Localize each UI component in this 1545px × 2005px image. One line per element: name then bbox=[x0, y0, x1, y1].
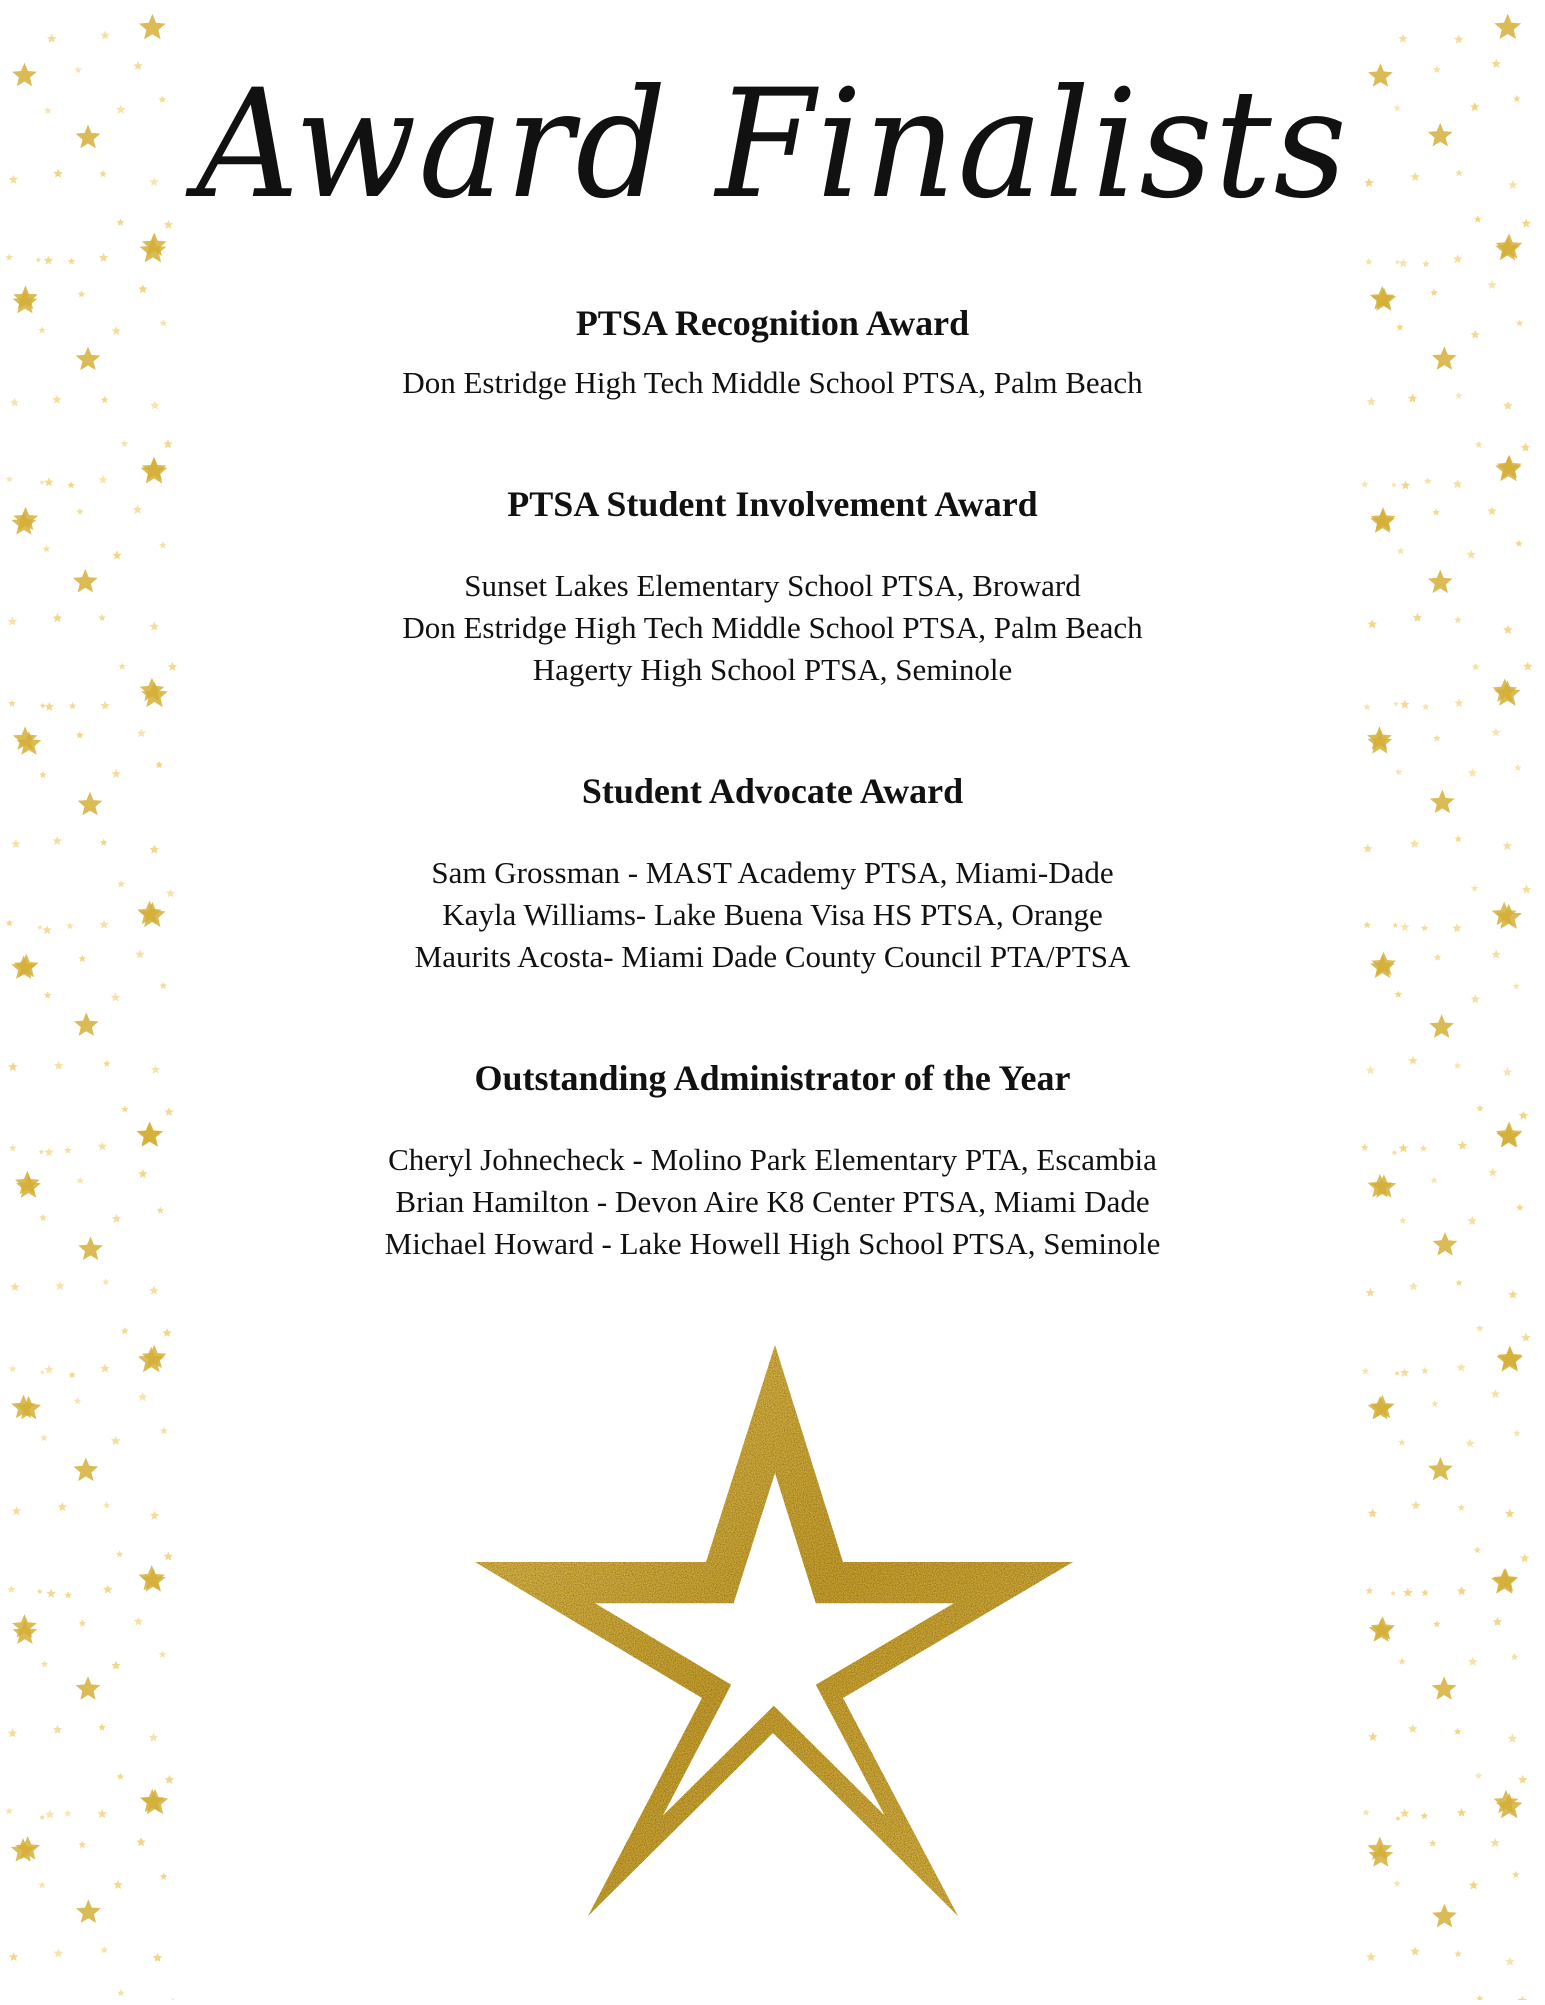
small-star-icon bbox=[1429, 1839, 1437, 1846]
small-star-icon bbox=[10, 1282, 20, 1291]
small-star-icon bbox=[1490, 1838, 1500, 1847]
small-star-icon bbox=[1453, 254, 1463, 263]
small-star-icon bbox=[1398, 34, 1408, 43]
small-star-icon bbox=[8, 1728, 17, 1737]
small-star-icon bbox=[53, 1725, 63, 1734]
small-star-icon bbox=[111, 1661, 121, 1670]
small-star-icon bbox=[44, 991, 52, 998]
small-star-icon bbox=[1476, 1995, 1484, 2000]
small-star-icon bbox=[1400, 1368, 1410, 1377]
small-star-icon bbox=[1491, 728, 1501, 737]
small-star-icon bbox=[1471, 994, 1481, 1003]
small-star-icon bbox=[137, 728, 147, 737]
small-star-icon bbox=[164, 1552, 174, 1561]
section-outstanding-administrator bbox=[0, 1057, 1545, 1265]
small-star-icon bbox=[1431, 1400, 1439, 1407]
small-star-icon bbox=[149, 1286, 159, 1295]
small-star-icon bbox=[1368, 1732, 1378, 1741]
small-star-icon bbox=[1512, 1871, 1520, 1878]
small-star-icon bbox=[1395, 1816, 1401, 1821]
small-star-icon bbox=[1474, 1546, 1482, 1553]
small-star-icon bbox=[45, 1810, 55, 1819]
small-star-icon bbox=[1521, 1333, 1531, 1342]
finalist-line: Kayla Williams- Lake Buena Visa HS PTSA, Orange bbox=[442, 897, 1103, 932]
small-star-icon bbox=[1428, 1457, 1453, 1481]
small-star-icon bbox=[162, 1328, 172, 1337]
small-star-icon bbox=[55, 1281, 64, 1290]
small-star-icon bbox=[1398, 1658, 1406, 1665]
small-star-icon bbox=[103, 1585, 113, 1594]
small-star-icon bbox=[47, 34, 57, 43]
small-star-icon bbox=[153, 1953, 163, 1962]
section-heading: PTSA Student Involvement Award bbox=[507, 484, 1038, 524]
small-star-icon bbox=[1511, 1653, 1519, 1660]
small-star-icon bbox=[1487, 280, 1497, 289]
small-star-icon bbox=[1390, 1590, 1396, 1595]
small-star-icon bbox=[6, 475, 14, 482]
small-star-icon bbox=[1411, 1501, 1421, 1510]
small-star-icon bbox=[1513, 982, 1521, 989]
small-star-icon bbox=[141, 458, 168, 483]
small-star-icon bbox=[97, 1809, 107, 1818]
small-star-icon bbox=[1522, 219, 1532, 228]
section-student-advocate bbox=[0, 770, 1545, 978]
small-star-icon bbox=[138, 1347, 165, 1372]
small-star-icon bbox=[150, 1511, 160, 1520]
small-star-icon bbox=[40, 1369, 46, 1374]
small-star-icon bbox=[1513, 1429, 1521, 1436]
small-star-icon bbox=[116, 1550, 124, 1557]
small-star-icon bbox=[1432, 1904, 1457, 1928]
small-star-icon bbox=[1400, 700, 1410, 709]
small-star-icon bbox=[68, 257, 76, 264]
small-star-icon bbox=[74, 1012, 99, 1036]
finalist-line: Cheryl Johnecheck - Molino Park Elementary PTA, Escambia bbox=[388, 1142, 1157, 1177]
small-star-icon bbox=[64, 1810, 72, 1817]
small-star-icon bbox=[1508, 180, 1518, 189]
small-star-icon bbox=[1432, 1676, 1457, 1700]
small-star-icon bbox=[1409, 1282, 1419, 1291]
small-star-icon bbox=[1398, 1439, 1406, 1446]
small-star-icon bbox=[1399, 258, 1409, 267]
small-star-icon bbox=[1400, 1808, 1410, 1817]
small-star-icon bbox=[1454, 698, 1464, 707]
small-star-icon bbox=[134, 1617, 144, 1626]
small-star-icon bbox=[1410, 1947, 1420, 1956]
small-star-icon bbox=[74, 1397, 82, 1404]
small-star-icon bbox=[41, 1660, 49, 1667]
small-star-icon bbox=[111, 1436, 121, 1445]
small-star-icon bbox=[99, 253, 109, 262]
small-star-icon bbox=[9, 175, 19, 184]
small-star-icon bbox=[1518, 1996, 1528, 2000]
small-star-icon bbox=[102, 1278, 110, 1285]
small-star-icon bbox=[58, 1502, 68, 1511]
small-star-icon bbox=[98, 1723, 106, 1730]
small-star-icon bbox=[6, 254, 14, 261]
small-star-icon bbox=[44, 256, 54, 265]
small-star-icon bbox=[1433, 1620, 1441, 1627]
small-star-icon bbox=[74, 1458, 99, 1482]
small-star-icon bbox=[1368, 1508, 1378, 1517]
small-star-icon bbox=[1362, 1367, 1370, 1374]
small-star-icon bbox=[113, 1880, 123, 1889]
small-star-icon bbox=[9, 1952, 19, 1961]
small-star-icon bbox=[1521, 443, 1531, 452]
small-star-icon bbox=[117, 1989, 125, 1996]
small-star-icon bbox=[69, 702, 77, 709]
finalist-line: Don Estridge High Tech Middle School PTSA, Palm Beach bbox=[402, 365, 1143, 400]
small-star-icon bbox=[76, 1899, 101, 1923]
small-star-icon bbox=[136, 1837, 146, 1846]
small-star-icon bbox=[1454, 1950, 1462, 1957]
small-star-icon bbox=[44, 1365, 54, 1374]
small-star-icon bbox=[1458, 1504, 1466, 1511]
small-star-icon bbox=[40, 1434, 48, 1441]
small-star-icon bbox=[1491, 1568, 1518, 1593]
small-star-icon bbox=[1395, 991, 1403, 998]
finalist-line: Michael Howard - Lake Howell High School PTSA, Seminole bbox=[384, 1226, 1161, 1261]
finalist-line: Brian Hamilton - Devon Aire K8 Center PTSA, Miami Dade bbox=[395, 1184, 1150, 1219]
small-star-icon bbox=[54, 1948, 64, 1957]
small-star-icon bbox=[160, 982, 168, 989]
small-star-icon bbox=[101, 1946, 109, 1953]
small-star-icon bbox=[12, 63, 37, 86]
small-star-icon bbox=[1366, 1952, 1376, 1961]
small-star-icon bbox=[1457, 1808, 1467, 1817]
small-star-icon bbox=[46, 1589, 56, 1598]
small-star-icon bbox=[45, 702, 55, 711]
small-star-icon bbox=[138, 1392, 148, 1401]
small-star-icon bbox=[1454, 1728, 1462, 1735]
small-star-icon bbox=[1393, 701, 1399, 707]
small-star-icon bbox=[1457, 1586, 1467, 1595]
small-star-icon bbox=[1505, 1509, 1515, 1518]
small-star-icon bbox=[159, 1650, 167, 1657]
small-star-icon bbox=[160, 1873, 168, 1880]
small-star-icon bbox=[37, 1589, 43, 1594]
section-heading: Student Advocate Award bbox=[581, 771, 964, 811]
small-star-icon bbox=[1508, 1734, 1518, 1743]
small-star-icon bbox=[1366, 1587, 1374, 1594]
small-star-icon bbox=[1495, 456, 1522, 481]
small-star-icon bbox=[139, 14, 166, 39]
small-star-icon bbox=[1518, 1775, 1528, 1784]
finalist-line: Sam Grossman - MAST Academy PTSA, Miami-Dade bbox=[431, 855, 1114, 890]
small-star-icon bbox=[1393, 1880, 1401, 1887]
small-star-icon bbox=[100, 31, 110, 40]
small-star-icon bbox=[1394, 1371, 1400, 1376]
small-star-icon bbox=[1421, 1812, 1429, 1819]
small-star-icon bbox=[39, 1815, 45, 1820]
small-star-icon bbox=[1494, 14, 1521, 39]
small-star-icon bbox=[1367, 730, 1392, 754]
small-star-icon bbox=[1422, 703, 1430, 710]
small-star-icon bbox=[12, 1506, 22, 1515]
section-student-involvement bbox=[0, 483, 1545, 691]
small-star-icon bbox=[1496, 1793, 1523, 1818]
small-star-icon bbox=[138, 284, 148, 293]
small-star-icon bbox=[100, 1364, 110, 1373]
small-star-icon bbox=[1421, 1367, 1429, 1374]
section-ptsa-recognition bbox=[0, 302, 1545, 404]
small-star-icon bbox=[79, 1619, 87, 1626]
small-star-icon bbox=[165, 1775, 175, 1784]
small-star-icon bbox=[8, 700, 16, 707]
small-star-icon bbox=[68, 1371, 76, 1378]
small-star-icon bbox=[1421, 1589, 1429, 1596]
finalist-line: Maurits Acosta- Miami Dade County Council PTA/PTSA bbox=[414, 939, 1131, 974]
small-star-icon bbox=[64, 1591, 72, 1598]
small-star-icon bbox=[9, 1365, 17, 1372]
small-star-icon bbox=[1505, 1957, 1515, 1966]
small-star-icon bbox=[79, 1841, 87, 1848]
small-star-icon bbox=[1422, 260, 1430, 267]
small-star-icon bbox=[103, 1502, 111, 1509]
small-star-icon bbox=[100, 701, 110, 710]
small-star-icon bbox=[5, 1807, 13, 1814]
small-star-icon bbox=[121, 1327, 129, 1334]
small-star-icon bbox=[1362, 1809, 1370, 1816]
small-star-icon bbox=[76, 731, 84, 738]
small-star-icon bbox=[36, 257, 42, 262]
small-star-icon bbox=[38, 1881, 46, 1888]
small-star-icon bbox=[1408, 1724, 1418, 1733]
small-star-icon bbox=[1429, 1014, 1454, 1038]
small-star-icon bbox=[1403, 1588, 1413, 1597]
small-star-icon bbox=[1366, 1288, 1376, 1297]
small-star-icon bbox=[160, 1427, 168, 1434]
small-star-icon bbox=[155, 761, 163, 768]
small-star-icon bbox=[1513, 95, 1521, 102]
section-heading: PTSA Recognition Award bbox=[575, 303, 970, 343]
small-star-icon bbox=[1433, 735, 1441, 742]
small-star-icon bbox=[1365, 258, 1373, 265]
small-star-icon bbox=[1493, 1617, 1503, 1626]
small-star-icon bbox=[1430, 289, 1438, 296]
small-star-icon bbox=[1469, 1880, 1479, 1889]
small-star-icon bbox=[1508, 1290, 1518, 1299]
small-star-icon bbox=[1468, 1657, 1478, 1666]
small-star-icon bbox=[1454, 34, 1464, 43]
section-heading: Outstanding Administrator of the Year bbox=[474, 1058, 1071, 1098]
small-star-icon bbox=[1465, 1439, 1475, 1448]
finalist-line: Hagerty High School PTSA, Seminole bbox=[532, 652, 1013, 687]
small-star-icon bbox=[78, 290, 86, 297]
small-star-icon bbox=[149, 1733, 159, 1742]
small-star-icon bbox=[1496, 1346, 1523, 1371]
small-star-icon bbox=[76, 1676, 101, 1700]
small-star-icon bbox=[1491, 1389, 1501, 1398]
left-star-border bbox=[0, 0, 190, 2000]
right-star-border bbox=[1355, 0, 1545, 2000]
small-star-icon bbox=[1475, 441, 1483, 448]
small-star-icon bbox=[1363, 703, 1371, 710]
small-star-icon bbox=[121, 440, 129, 447]
small-star-icon bbox=[140, 237, 167, 262]
small-star-icon bbox=[1475, 1772, 1483, 1779]
small-star-icon bbox=[1476, 1324, 1484, 1331]
small-star-icon bbox=[1456, 1363, 1466, 1372]
finalist-line: Sunset Lakes Elementary School PTSA, Broward bbox=[464, 568, 1081, 603]
small-star-icon bbox=[11, 1838, 36, 1862]
small-star-icon bbox=[163, 439, 173, 448]
small-star-icon bbox=[8, 1585, 16, 1592]
small-star-icon bbox=[1520, 1553, 1530, 1562]
small-star-icon bbox=[111, 993, 121, 1002]
small-star-icon bbox=[117, 1773, 125, 1780]
finalist-line: Don Estridge High Tech Middle School PTSA, Palm Beach bbox=[402, 610, 1143, 645]
page-title: Award Finalists bbox=[196, 58, 1349, 232]
small-star-icon bbox=[1455, 1279, 1463, 1286]
